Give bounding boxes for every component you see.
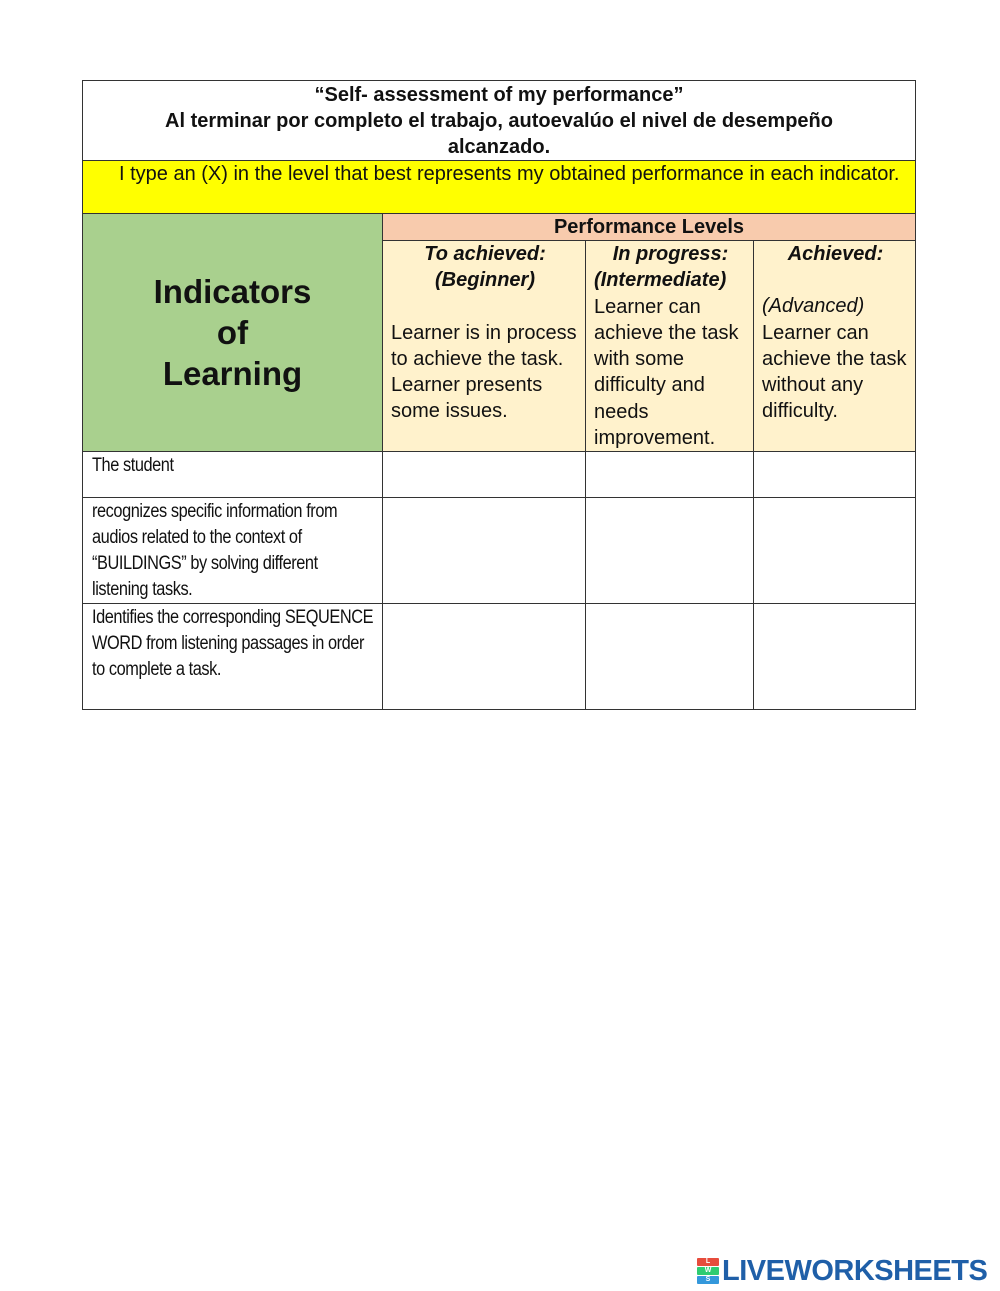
level-subtitle: (Intermediate) [594,269,727,292]
indicator-cell: recognizes specific information from audios related to the context of “BUILDINGS” by solving different listening tasks. [83,498,383,604]
advanced-answer-cell[interactable] [754,498,916,604]
beginner-answer-cell[interactable] [383,452,586,498]
table-row [83,604,916,710]
liveworksheets-logo-text: LIVEWORKSHEETS [722,1255,988,1287]
level-title: In progress: [612,243,729,265]
level-title: To achieved: [424,243,546,265]
indicators-line-2: of [216,314,249,352]
performance-levels-header: Performance Levels [383,214,916,241]
instruction-text: I type an (X) in the level that best represents my obtained performance in each indicator. [119,163,900,185]
level-description: Learner can achieve the task with some difficulty and needs improvement. [594,295,739,450]
beginner-answer-cell[interactable] [383,604,586,710]
liveworksheets-logo-icon: L W S [697,1258,719,1284]
table-row [83,452,916,498]
self-assessment-table [82,80,916,710]
indicator-cell: Identifies the corresponding SEQUENCE WORD from listening passages in order to complete a task. [83,604,383,710]
title-line-2: Al terminar por completo el trabajo, autoevalúo el nivel de desempeño alcanzado. [165,110,833,158]
level-advanced [754,241,916,452]
liveworksheets-logo[interactable] [697,1257,987,1285]
instruction-banner [83,161,916,214]
level-description: Learner can achieve the task without any difficulty. [762,321,907,423]
level-intermediate [586,241,754,452]
advanced-answer-cell[interactable] [754,452,916,498]
level-beginner [383,241,586,452]
indicator-cell: The student [83,452,383,498]
indicators-of-learning-header [83,214,383,452]
advanced-answer-cell[interactable] [754,604,916,710]
level-description: Learner is in process to achieve the task. Learner presents some issues. [391,321,577,423]
level-title: Achieved: [787,243,884,265]
table-row [83,498,916,604]
indicators-line-1: Indicators [153,273,312,311]
intermediate-answer-cell[interactable] [586,452,754,498]
table-title [83,81,916,161]
beginner-answer-cell[interactable] [383,498,586,604]
indicators-line-3: Learning [162,355,303,393]
title-line-1: “Self- assessment of my performance” [314,84,684,106]
level-subtitle: (Beginner) [435,269,535,292]
level-subtitle: (Advanced) [762,295,865,318]
intermediate-answer-cell[interactable] [586,604,754,710]
intermediate-answer-cell[interactable] [586,498,754,604]
